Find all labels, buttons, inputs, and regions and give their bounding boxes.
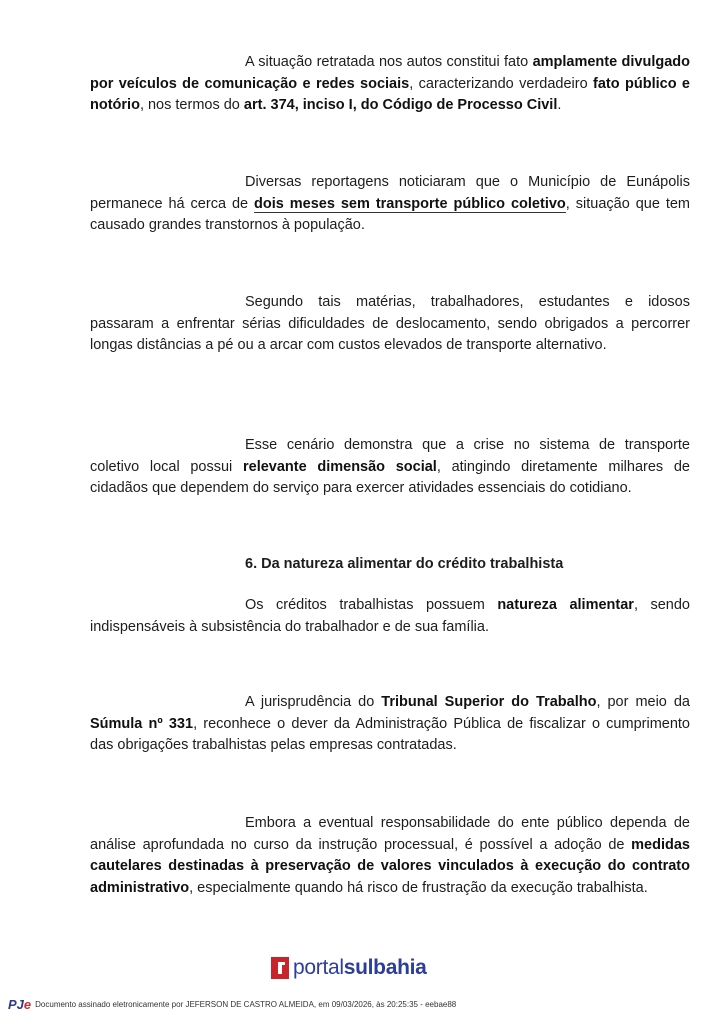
emphasis-text: natureza alimentar <box>497 597 634 613</box>
pje-logo: PJe <box>8 996 32 1012</box>
logo-wordmark <box>293 956 427 980</box>
body-text: Segundo tais matérias, trabalhadores, estudantes e idosos passaram a enfrentar sérias dificuldades de deslocamento, sendo obrigados a percorrer longas distâncias a pé ou a arcar com custos elevados de transporte alternativo. <box>90 294 690 353</box>
emphasis-text: Tribunal Superior do Trabalho <box>381 694 597 710</box>
body-text: , especialmente quando há risco de frustração da execução trabalhista. <box>189 879 648 896</box>
emphasis-text: relevante dimensão social <box>242 458 437 475</box>
emphasis-text: art. 374, inciso I, do Código de Processo Civil <box>243 97 558 113</box>
body-text: , sendo indispensáveis à subsistência do trabalhador e de sua família. <box>90 597 690 635</box>
emphasis-text: dois meses sem transporte público coletivo <box>254 195 566 212</box>
emphasis-text: fato público e notório <box>90 75 690 113</box>
body-text: Esse cenário demonstra que a crise no sistema de transporte coletivo local possui <box>90 437 690 475</box>
logo-part-sulbahia: sulbahia <box>343 956 427 979</box>
paragraph-1 <box>90 52 690 117</box>
body-text: . <box>557 97 562 113</box>
body-text: Embora a eventual responsabilidade do ente público dependa de análise aprofundada no curso da instrução processual, é possível a adoção de <box>90 815 690 853</box>
emphasis-text: medidas cautelares destinadas à preservação de valores vinculados à execução do contrato administrativo <box>90 836 690 896</box>
body-text: , por meio da <box>596 694 690 710</box>
paragraph-3 <box>90 292 690 357</box>
body-text: , atingindo diretamente milhares de cidadãos que dependem do serviço para exercer atividades essenciais do cotidiano. <box>90 458 690 496</box>
paragraph-6 <box>90 692 690 757</box>
portal-logo-icon <box>271 957 289 979</box>
paragraph-2 <box>90 172 690 237</box>
signature-text: Documento assinado eletronicamente por JEFERSON DE CASTRO ALMEIDA, em 09/03/2026, às 20:25:35 - eebae88 <box>35 999 457 1009</box>
portal-sulbahia-logo <box>271 955 427 981</box>
section-heading: 6. Da natureza alimentar do crédito trabalhista <box>245 556 564 572</box>
body-text: , situação que tem causado grandes transtornos à população. <box>90 195 691 233</box>
body-text: , reconhece o dever da Administração Pública de fiscalizar o cumprimento das obrigações trabalhistas pelas empresas contratadas. <box>90 715 690 753</box>
body-text: Os créditos trabalhistas possuem <box>245 597 498 613</box>
signature-footer <box>8 996 456 1012</box>
emphasis-text: amplamente divulgado por veículos de comunicação e redes sociais <box>90 54 690 92</box>
paragraph-5 <box>90 595 690 638</box>
paragraph-4 <box>90 435 690 500</box>
paragraph-7 <box>90 813 690 899</box>
logo-part-portal: portal <box>293 956 344 979</box>
body-text: Diversas reportagens noticiaram que o Município de Eunápolis permanece há cerca de <box>90 174 690 212</box>
body-text: A situação retratada nos autos constitui fato <box>245 54 533 70</box>
emphasis-text: Súmula nº 331 <box>90 715 194 732</box>
body-text: , caracterizando verdadeiro <box>409 75 594 92</box>
body-text: , nos termos do <box>139 97 244 113</box>
body-text: A jurisprudência do <box>245 694 382 710</box>
